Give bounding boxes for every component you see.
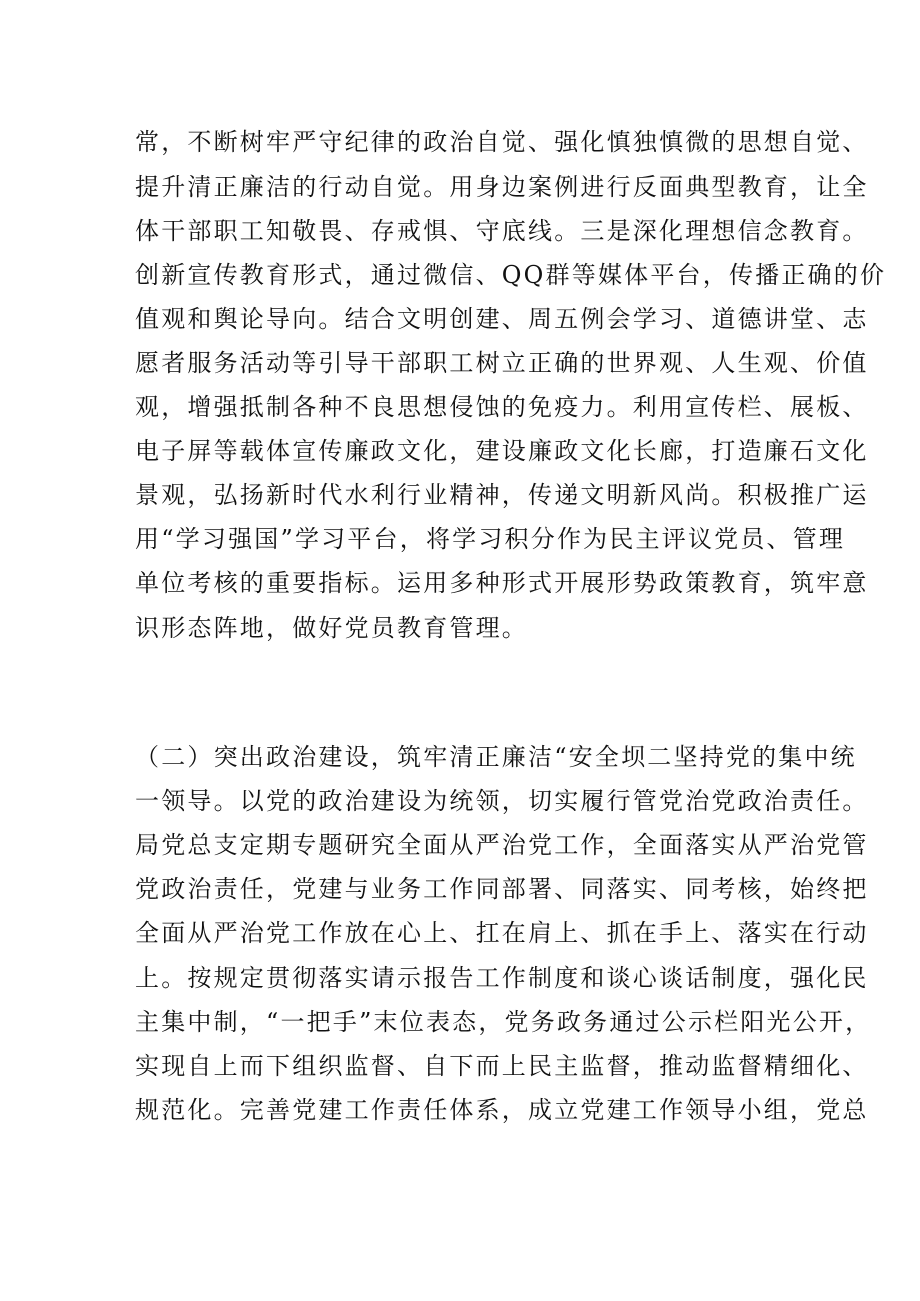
text-line: 创新宣传教育形式，通过微信、QQ群等媒体平台，传播正确的价	[135, 261, 887, 289]
text-line: 景观，弘扬新时代水利行业精神，传递文明新风尚。积极推广运	[135, 481, 869, 509]
text-line: 体干部职工知敬畏、存戒惧、守底线。三是深化理想信念教育。	[135, 217, 869, 245]
text-line: 上。按规定贯彻落实请示报告工作制度和谈心谈话制度，强化民	[135, 964, 869, 992]
text-line: 主集中制，“一把手”末位表态，党务政务通过公示栏阳光公开，	[135, 1008, 872, 1036]
text-line: 识形态阵地，做好党员教育管理。	[135, 614, 528, 642]
text-line: 全面从严治党工作放在心上、扛在肩上、抓在手上、落实在行动	[135, 919, 869, 947]
text-line: 观，增强抵制各种不良思想侵蚀的免疫力。利用宣传栏、展板、	[135, 393, 869, 421]
text-line: 电子屏等载体宣传廉政文化，建设廉政文化长廊，打造廉石文化	[135, 437, 869, 465]
section-heading-line: （二）突出政治建设，筑牢清正廉洁“安全坝二坚持党的集中统	[135, 743, 857, 771]
text-line: 常，不断树牢严守纪律的政治自觉、强化慎独慎微的思想自觉、	[135, 128, 869, 156]
text-line: 单位考核的重要指标。运用多种形式开展形势政策教育，筑牢意	[135, 569, 869, 597]
text-line: 党政治责任，党建与业务工作同部署、同落实、同考核，始终把	[135, 875, 869, 903]
text-line: 用“学习强国”学习平台，将学习积分作为民主评议党员、管理	[135, 525, 846, 553]
text-line: 值观和舆论导向。结合文明创建、周五例会学习、道德讲堂、志	[135, 305, 869, 333]
text-line: 提升清正廉洁的行动自觉。用身边案例进行反面典型教育，让全	[135, 173, 869, 201]
text-line: 愿者服务活动等引导干部职工树立正确的世界观、人生观、价值	[135, 349, 869, 377]
text-line: 规范化。完善党建工作责任体系，成立党建工作领导小组，党总	[135, 1096, 869, 1124]
text-line: 实现自上而下组织监督、自下而上民主监督，推动监督精细化、	[135, 1052, 869, 1080]
text-line: 局党总支定期专题研究全面从严治党工作，全面落实从严治党管	[135, 831, 869, 859]
text-line: 一领导。以党的政治建设为统领，切实履行管党治党政治责任。	[135, 787, 869, 815]
